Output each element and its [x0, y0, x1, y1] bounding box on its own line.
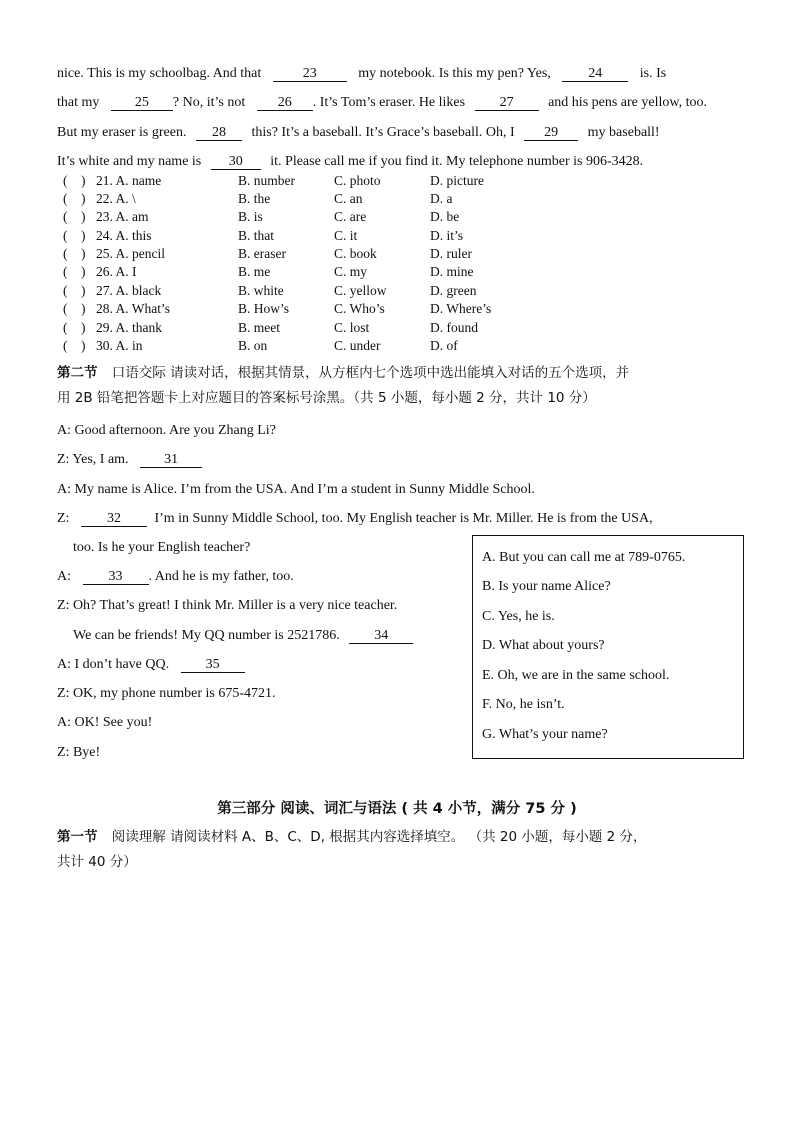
- box-option-c: C. Yes, he is.: [482, 609, 555, 624]
- option-b: B. me: [238, 264, 271, 279]
- answer-paren[interactable]: ( ): [63, 264, 86, 279]
- question-row-24: [57, 228, 577, 245]
- blank-30: 30: [211, 155, 261, 170]
- box-option-a: A. But you can call me at 789-0765.: [482, 550, 686, 565]
- blank-34: 34: [349, 629, 413, 644]
- passage-line-3: [57, 125, 660, 141]
- answer-paren[interactable]: ( ): [63, 320, 86, 335]
- option-a: 26. A. I: [96, 264, 137, 279]
- passage-text: it. Please call me if you find it. My telephone number is 906-3428.: [270, 154, 644, 169]
- option-d: D. green: [430, 283, 477, 298]
- option-c: C. yellow: [334, 283, 387, 298]
- option-c: C. Who’s: [334, 301, 385, 316]
- option-d: D. picture: [430, 173, 484, 188]
- dialogue-text: I’m in Sunny Middle School, too. My English teacher is Mr. Miller. He is from the USA,: [154, 511, 653, 526]
- question-row-26: [57, 264, 577, 281]
- dialogue-line-11: A: OK! See you!: [57, 715, 153, 730]
- option-b: B. is: [238, 209, 263, 224]
- answer-paren[interactable]: ( ): [63, 301, 86, 316]
- option-b: B. How’s: [238, 301, 290, 316]
- dialogue-text: . And he is my father, too.: [148, 569, 294, 584]
- options-box: [472, 535, 744, 759]
- option-c: C. under: [334, 338, 381, 353]
- dialogue-text: Z:: [57, 511, 70, 526]
- answer-paren[interactable]: ( ): [63, 173, 86, 188]
- blank-28: 28: [196, 126, 242, 141]
- dialogue-text: A: I don’t have QQ.: [57, 657, 170, 672]
- section-2-line-1: [57, 361, 747, 386]
- option-c: C. are: [334, 209, 367, 224]
- option-a: 25. A. pencil: [96, 246, 165, 261]
- passage-line-4: [57, 154, 643, 170]
- blank-25: 25: [111, 96, 173, 111]
- dialogue-line-1: A: Good afternoon. Are you Zhang Li?: [57, 423, 276, 438]
- option-d: D. Where’s: [430, 301, 492, 316]
- option-b: B. meet: [238, 320, 280, 335]
- passage-text: my baseball!: [587, 125, 660, 140]
- option-a: 21. A. name: [96, 173, 162, 188]
- option-d: D. be: [430, 209, 460, 224]
- dialogue-line-10: Z: OK, my phone number is 675-4721.: [57, 686, 276, 701]
- blank-27: 27: [475, 96, 539, 111]
- option-b: B. white: [238, 283, 284, 298]
- answer-paren[interactable]: ( ): [63, 228, 86, 243]
- option-a: 22. A. \: [96, 191, 136, 206]
- passage-text: nice. This is my schoolbag. And that: [57, 66, 262, 81]
- section-1-instruction-2: 共计 40 分）: [57, 854, 137, 870]
- question-row-29: [57, 320, 577, 337]
- option-b: B. that: [238, 228, 274, 243]
- option-b: B. on: [238, 338, 268, 353]
- question-row-27: [57, 283, 577, 300]
- box-option-g: G. What’s your name?: [482, 727, 608, 742]
- question-row-22: [57, 191, 577, 208]
- blank-33: 33: [83, 570, 149, 585]
- box-option-d: D. What about yours?: [482, 638, 605, 653]
- option-d: D. it’s: [430, 228, 464, 243]
- blank-32: 32: [81, 512, 147, 527]
- dialogue-line-2: [57, 452, 202, 468]
- option-a: 27. A. black: [96, 283, 162, 298]
- blank-31: 31: [140, 453, 202, 468]
- dialogue-line-7: Z: Oh? That’s great! I think Mr. Miller is a very nice teacher.: [57, 598, 398, 613]
- question-row-28: [57, 301, 577, 318]
- passage-text: this? It’s a baseball. It’s Grace’s baseball. Oh, I: [251, 125, 515, 140]
- option-c: C. it: [334, 228, 358, 243]
- question-row-21: [57, 173, 577, 190]
- option-c: C. an: [334, 191, 363, 206]
- dialogue-line-4: [57, 511, 653, 527]
- option-b: B. the: [238, 191, 271, 206]
- question-row-30: [57, 338, 577, 355]
- blank-24: 24: [562, 67, 628, 82]
- option-a: 24. A. this: [96, 228, 152, 243]
- option-d: D. of: [430, 338, 458, 353]
- blank-35: 35: [181, 658, 245, 673]
- option-d: D. a: [430, 191, 453, 206]
- option-d: D. found: [430, 320, 478, 335]
- option-b: B. number: [238, 173, 295, 188]
- section-1-label: 第一节: [57, 829, 98, 845]
- dialogue-text: We can be friends! My QQ number is 2521786.: [73, 628, 340, 643]
- option-d: D. mine: [430, 264, 474, 279]
- passage-line-1: [57, 66, 666, 82]
- box-option-f: F. No, he isn’t.: [482, 697, 565, 712]
- passage-text: It’s white and my name is: [57, 154, 202, 169]
- section-2-label: 第二节: [57, 365, 98, 381]
- option-c: C. lost: [334, 320, 370, 335]
- dialogue-text: Z: Yes, I am.: [57, 452, 129, 467]
- question-row-25: [57, 246, 577, 263]
- part-3-heading: 第三部分 阅读、词汇与语法 ( 共 4 小节，满分 75 分 ): [217, 801, 577, 817]
- answer-paren[interactable]: ( ): [63, 246, 86, 261]
- passage-text: . It’s Tom’s eraser. He likes: [312, 95, 466, 110]
- option-b: B. eraser: [238, 246, 286, 261]
- dialogue-line-6: [57, 569, 294, 585]
- box-option-b: B. Is your name Alice?: [482, 579, 611, 594]
- blank-26: 26: [257, 96, 313, 111]
- passage-text: is. Is: [639, 66, 667, 81]
- dialogue-line-8: [73, 628, 413, 644]
- passage-text: and his pens are yellow, too.: [548, 95, 707, 110]
- option-a: 23. A. am: [96, 209, 149, 224]
- dialogue-line-9: [57, 657, 245, 673]
- blank-23: 23: [273, 67, 347, 82]
- section-2-instruction-1: 口语交际 请读对话，根据其情景，从方框内七个选项中选出能填入对话的五个选项，并: [111, 365, 630, 381]
- passage-line-2: [57, 95, 707, 111]
- box-option-e: E. Oh, we are in the same school.: [482, 668, 670, 683]
- answer-paren[interactable]: ( ): [63, 191, 86, 206]
- option-a: 28. A. What’s: [96, 301, 170, 316]
- dialogue-line-3: A: My name is Alice. I’m from the USA. And I’m a student in Sunny Middle School.: [57, 482, 535, 497]
- answer-paren[interactable]: ( ): [63, 283, 86, 298]
- option-c: C. photo: [334, 173, 381, 188]
- question-row-23: [57, 209, 577, 226]
- section-2-instructions: [57, 361, 747, 411]
- blank-29: 29: [524, 126, 578, 141]
- section-1-line-1: [57, 825, 747, 850]
- passage-text: But my eraser is green.: [57, 125, 187, 140]
- section-1-instruction-1: 阅读理解 请阅读材料 A、B、C、D, 根据其内容选择填空。 （共 20 小题，每小题 2 分，: [111, 829, 647, 845]
- dialogue-line-5: too. Is he your English teacher?: [73, 540, 251, 555]
- option-d: D. ruler: [430, 246, 472, 261]
- section-2-instruction-2: 用 2B 铅笔把答题卡上对应题目的答案标号涂黑。（共 5 小题，每小题 2 分，共计 10 分）: [57, 390, 596, 406]
- passage-text: that my: [57, 95, 100, 110]
- option-c: C. book: [334, 246, 377, 261]
- option-a: 30. A. in: [96, 338, 143, 353]
- passage-text: ? No, it’s not: [172, 95, 246, 110]
- answer-paren[interactable]: ( ): [63, 338, 86, 353]
- passage-text: my notebook. Is this my pen? Yes,: [358, 66, 551, 81]
- dialogue-line-12: Z: Bye!: [57, 745, 101, 760]
- option-c: C. my: [334, 264, 368, 279]
- answer-paren[interactable]: ( ): [63, 209, 86, 224]
- option-a: 29. A. thank: [96, 320, 162, 335]
- section-1-instructions: [57, 825, 747, 875]
- dialogue-text: A:: [57, 569, 71, 584]
